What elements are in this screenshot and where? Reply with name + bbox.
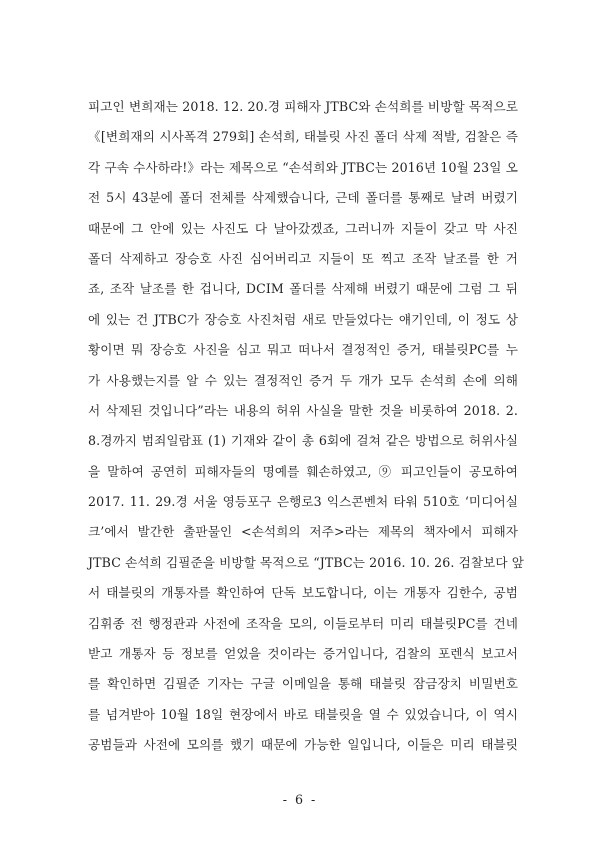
text-line: 각 구속 수사하라!》라는 제목으로 “손석희와 JTBC는 2016년 10월 23일 오 [88,159,518,175]
text-line: JTBC 손석희 김필준을 비방할 목적으로 “JTBC는 2016. 10. 26. 검찰보다 앞 [88,554,525,570]
text-line: 크’에서 발간한 출판물인 <손석희의 저주>라는 제목의 책자에서 피해자 [88,524,518,540]
text-line: 황이면 뭐 장승호 사진을 심고 뭐고 떠나서 결정적인 증거, 태블릿PC를 누 [88,342,518,358]
text-line: 받고 개통자 등 정보를 얻었을 것이라는 증거입니다, 검찰의 포렌식 보고서 [88,646,518,662]
text-line: 때문에 그 안에 있는 사진도 다 날아갔겠죠, 그러니까 지들이 갖고 막 사진 [88,220,518,236]
text-line: 을 말하여 공연히 피해자들의 명예를 훼손하였고, ⑨ 피고인들이 공모하여 [88,463,518,479]
text-line: 를 확인하면 김필준 기자는 구글 이메일을 통해 태블릿 잠금장치 비밀번호 [88,676,518,692]
text-line: 2017. 11. 29.경 서울 영등포구 은행로3 익스콘벤처 타워 510호 ‘미디어실 [88,494,518,510]
text-line: 서 삭제된 것입니다”라는 내용의 허위 사실을 말한 것을 비롯하여 2018. 2. [88,402,518,418]
text-line: 공범들과 사전에 모의를 했기 때문에 가능한 일입니다, 이들은 미리 태블릿 [88,737,518,753]
text-line: 피고인 변희재는 2018. 12. 20.경 피해자 JTBC와 손석희를 비방할 목적으로 [88,99,518,114]
text-line: 김휘종 전 행정관과 사전에 조작을 모의, 이들로부터 미리 태블릿PC를 건네 [88,615,518,631]
text-line: 전 5시 43분에 폴더 전체를 삭제했습니다, 근데 폴더를 통째로 날려 버렸기 [88,190,518,206]
text-line: 죠, 조작 날조를 한 겁니다, DCIM 폴더를 삭제해 버렸기 때문에 그럼 그 뒤 [88,281,518,297]
page-number: - 6 - [282,792,318,807]
body-paragraph [88,92,525,761]
text-line: 8.경까지 범죄일람표 (1) 기재와 같이 총 6회에 걸쳐 같은 방법으로 허위사실 [88,433,518,449]
text-line: 를 넘겨받아 10월 18일 현장에서 바로 태블릿을 열 수 있었습니다, 이 역시 [88,706,518,722]
text-line: 에 있는 건 JTBC가 장승호 사진처럼 새로 만들었다는 얘기인데, 이 정도 상 [88,311,518,327]
text-line: 폴더 삭제하고 장승호 사진 심어버리고 지들이 또 찍고 조작 날조를 한 거 [88,250,518,266]
text-line: 《[변희재의 시사폭격 279회] 손석희, 태블릿 사진 폴더 삭제 적발, 검찰은 즉 [88,129,518,145]
text-line: 서 태블릿의 개통자를 확인하여 단독 보도합니다, 이는 개통자 김한수, 공범 [88,585,518,601]
text-line: 가 사용했는지를 알 수 있는 결정적인 증거 두 개가 모두 손석희 손에 의해 [88,372,518,388]
